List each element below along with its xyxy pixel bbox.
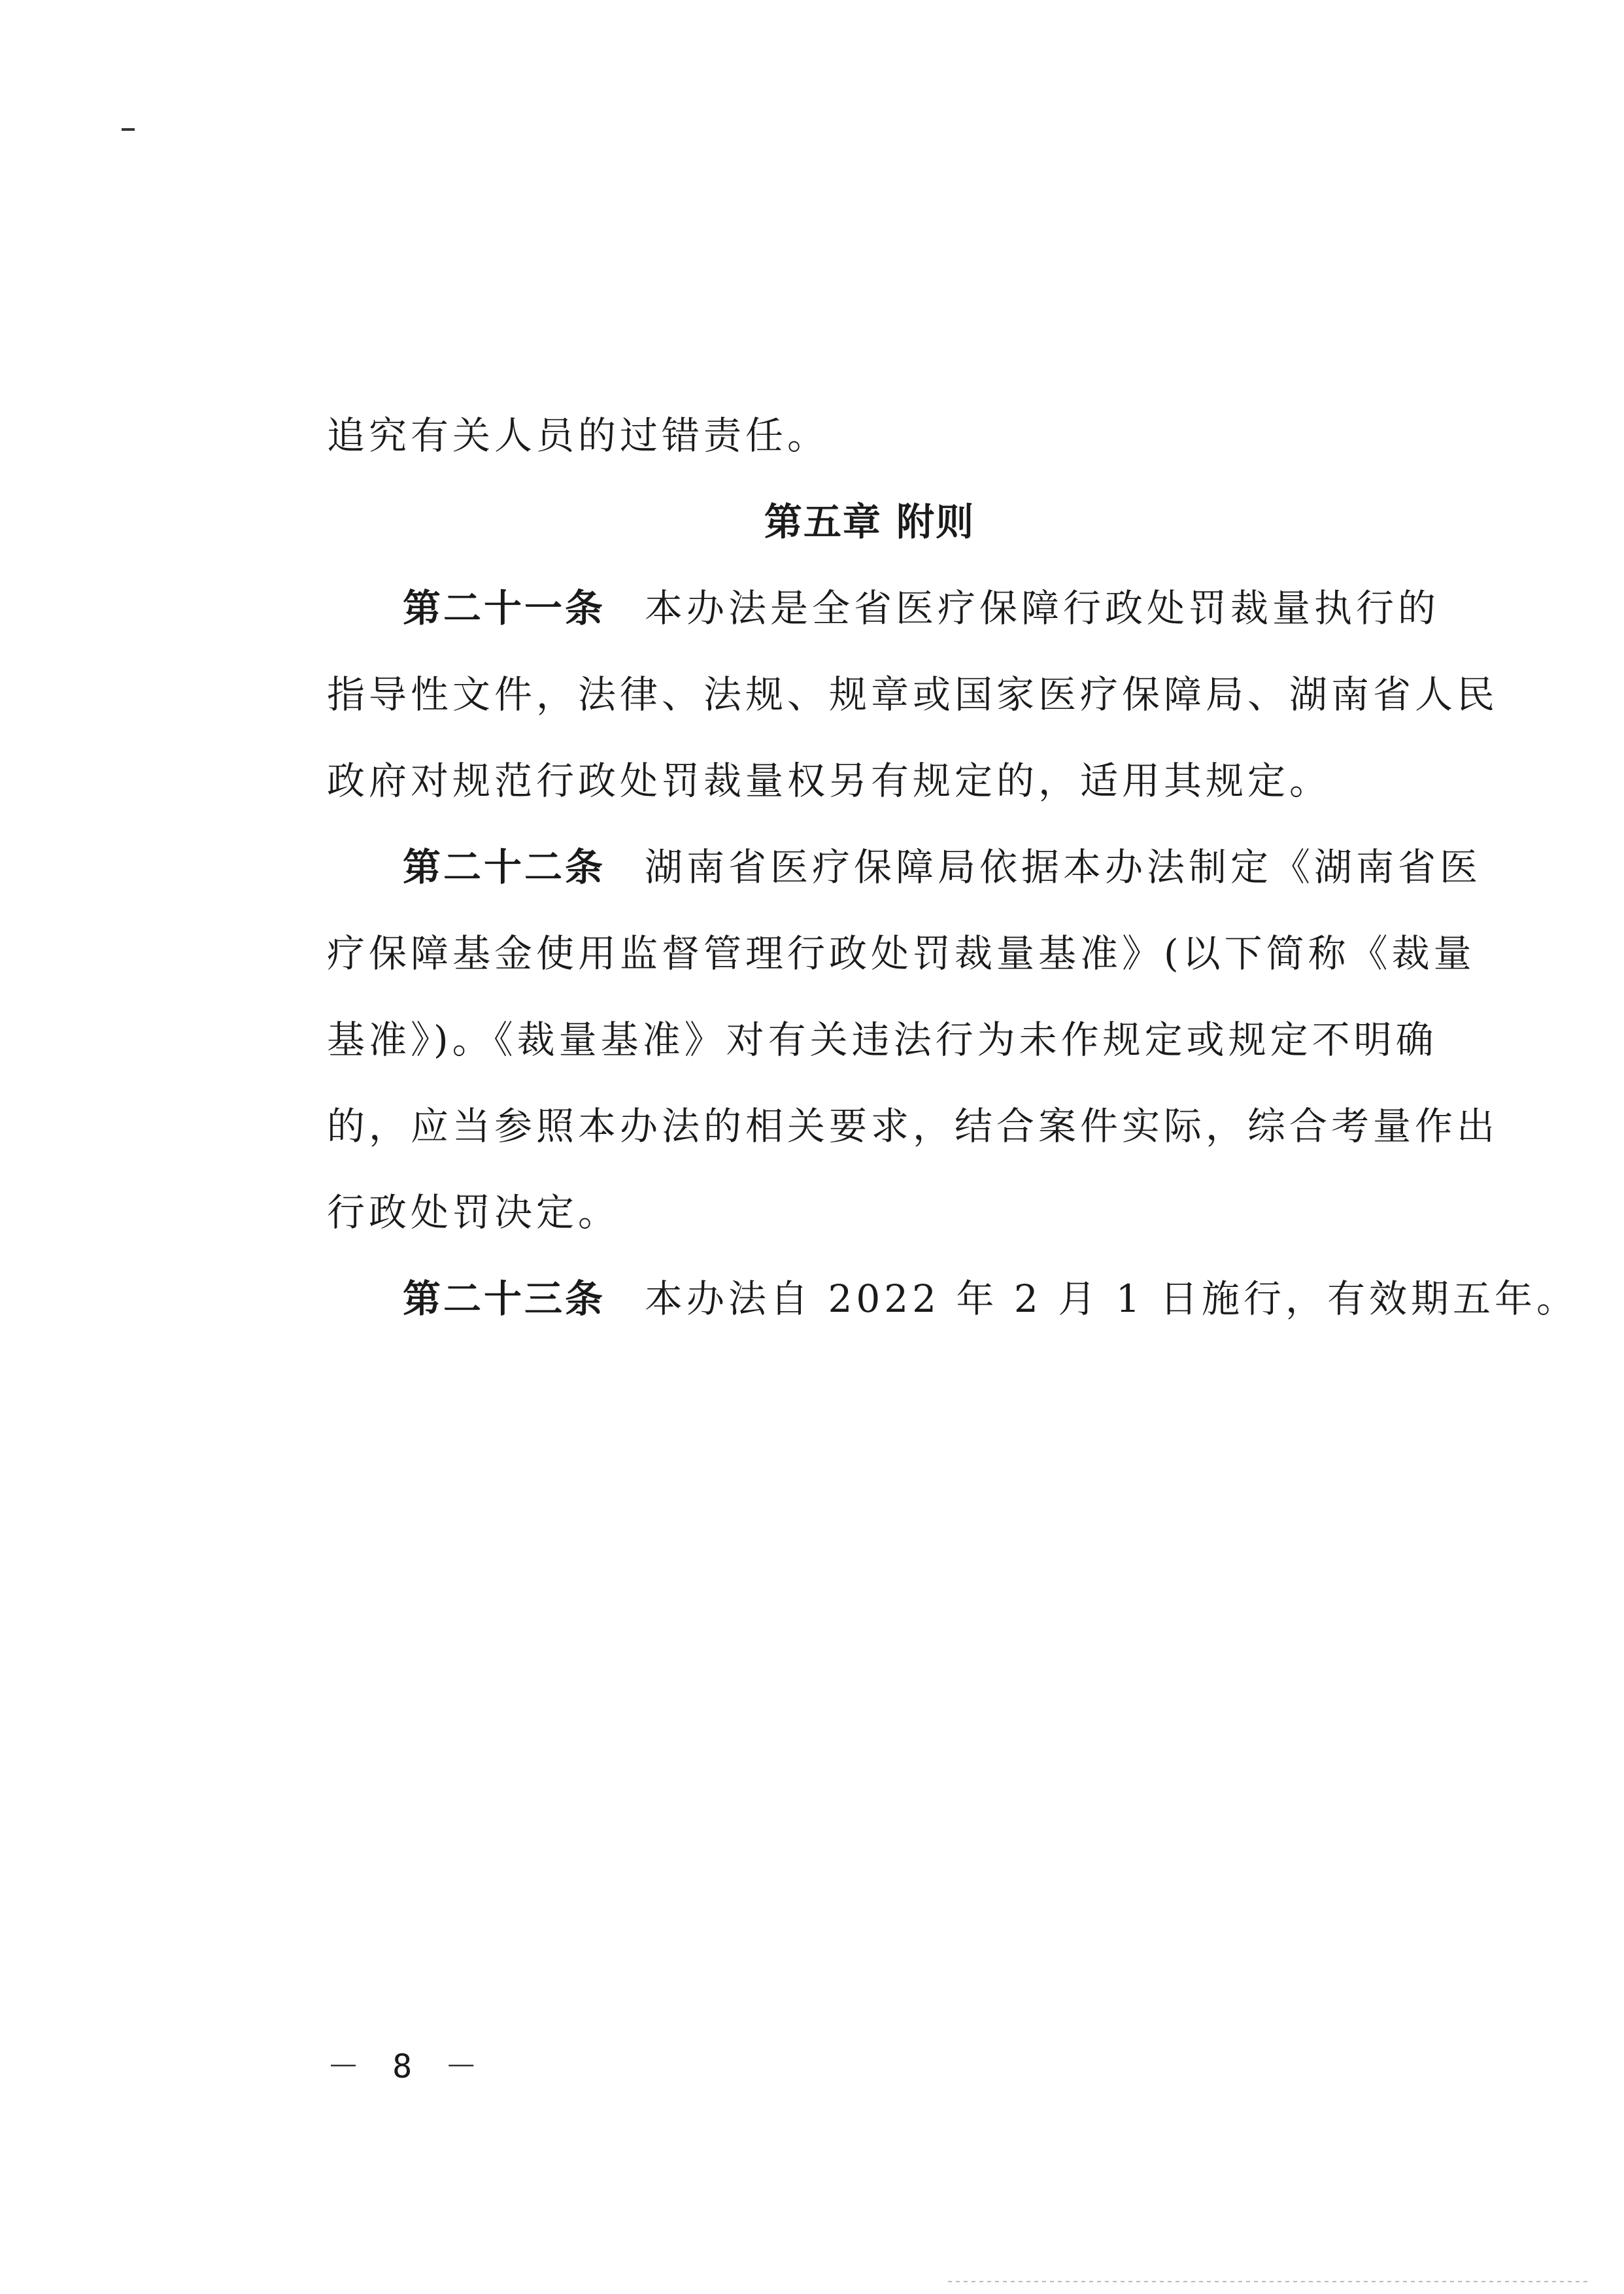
article-21-line-3: 政府对规范行政处罚裁量权另有规定的，适用其规定。 (327, 759, 1332, 803)
article-21-label: 第二十一条 (403, 586, 606, 630)
article-22-line-1 (327, 824, 1482, 910)
article-22-label: 第二十二条 (403, 845, 606, 889)
article-22-text-1: 湖南省医疗保障局依据本办法制定《湖南省医 (645, 845, 1482, 889)
chapter-title: 第五章 附则 (764, 500, 975, 544)
article-22-line-2: 疗保障基金使用监督管理行政处罚裁量基准》(以下简称《裁量 (327, 931, 1476, 976)
article-22 (327, 824, 1499, 1256)
article-22-line-4: 的，应当参照本办法的相关要求，结合案件实际，综合考量作出 (327, 1104, 1499, 1148)
article-21-text-1: 本办法是全省医疗保障行政处罚裁量执行的 (645, 586, 1440, 630)
article-22-line-5: 行政处罚决定。 (327, 1190, 620, 1235)
scan-edge-line (948, 2281, 1589, 2282)
article-21 (327, 565, 1499, 824)
article-21-line-1 (327, 565, 1440, 651)
article-23-text-1: 本办法自 2022 年 2 月 1 日施行，有效期五年。 (645, 1276, 1579, 1321)
article-21-line-2: 指导性文件，法律、法规、规章或国家医疗保障局、湖南省人民 (327, 672, 1499, 717)
page-number: － 8 － (327, 2047, 484, 2085)
article-23 (327, 1256, 1579, 1342)
continuation-line: 追究有关人员的过错责任。 (327, 413, 830, 458)
scan-mark (122, 128, 135, 131)
document-body (327, 392, 1579, 1342)
article-23-label: 第二十三条 (403, 1276, 606, 1321)
article-22-line-3: 基准》)。《裁量基准》对有关违法行为未作规定或规定不明确 (327, 1018, 1438, 1062)
article-23-line-1 (327, 1256, 1579, 1342)
